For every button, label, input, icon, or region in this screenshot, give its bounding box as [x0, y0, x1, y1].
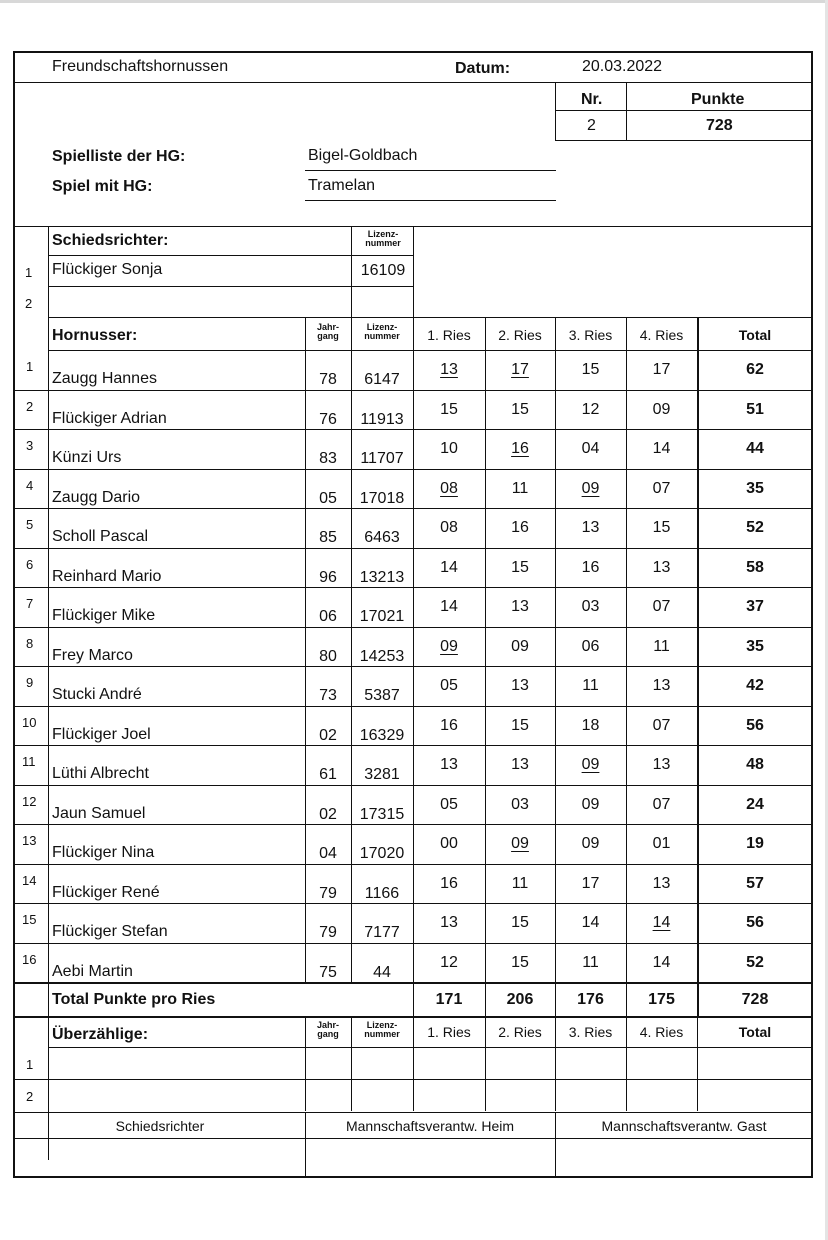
player-ries-score: 17 — [581, 874, 600, 892]
player-jahrgang: 75 — [319, 963, 337, 981]
player-ries-score: 00 — [440, 835, 458, 852]
player-row-rule — [15, 390, 813, 391]
player-name: Flückiger Mike — [52, 607, 156, 624]
totals-ries-value: 175 — [648, 991, 675, 1008]
player-ries-score: 09 — [440, 637, 458, 655]
player-ries-score: 11 — [582, 953, 599, 971]
player-row-rule — [15, 627, 813, 628]
player-lizenz: 6147 — [364, 371, 400, 388]
player-jahrgang: 83 — [319, 450, 337, 467]
extras-header-rule — [48, 1047, 813, 1048]
player-name: Frey Marco — [52, 646, 133, 664]
player-row-rule — [15, 587, 813, 588]
player-name: Flückiger Joel — [52, 725, 151, 743]
extras-ries-header-4: 4. Ries — [639, 1024, 684, 1040]
signature-home-label: Mannschaftsverantw. Heim — [345, 1118, 515, 1134]
player-ries-score: 05 — [440, 795, 458, 813]
extras-lizenz-header: Lizenz- nummer — [364, 1020, 400, 1039]
player-ries-score: 09 — [581, 756, 600, 773]
player-row-number: 13 — [22, 833, 37, 848]
player-ries-score: 15 — [652, 519, 671, 536]
player-ries-score: 07 — [652, 716, 671, 734]
player-ries-score: 15 — [511, 400, 529, 418]
grid-column-line — [485, 317, 486, 1016]
extras-ries-header-3: 3. Ries — [568, 1024, 613, 1040]
player-ries-score: 01 — [652, 835, 671, 852]
spiel-mit-label: Spiel mit HG: — [52, 178, 153, 195]
ries-header-2: 2. Ries — [498, 327, 542, 343]
player-row-rule — [15, 508, 813, 509]
totals-ries-value: 171 — [435, 991, 463, 1008]
datum-value: 20.03.2022 — [582, 58, 663, 75]
player-jahrgang: 96 — [319, 568, 337, 586]
player-name: Künzi Urs — [52, 449, 122, 466]
player-jahrgang: 06 — [319, 608, 337, 625]
totals-ries-value: 206 — [506, 991, 534, 1008]
player-ries-score: 13 — [652, 756, 671, 773]
player-ries-score: 13 — [440, 756, 458, 773]
player-ries-score: 05 — [440, 677, 458, 694]
spielliste-label: Spielliste der HG: — [52, 148, 186, 165]
totals-grand-value: 728 — [741, 991, 769, 1008]
player-row-rule — [15, 429, 813, 430]
referee-lizenz-header: Lizenz- nummer — [365, 229, 401, 248]
player-lizenz: 17315 — [359, 805, 405, 823]
player-ries-score: 16 — [511, 519, 529, 536]
nr-box-bottom — [555, 140, 813, 141]
nr-box-divider — [626, 82, 627, 140]
player-ries-score: 13 — [440, 361, 458, 378]
score-sheet — [13, 51, 813, 1178]
extras-label: Überzählige: — [52, 1026, 149, 1043]
player-lizenz: 17020 — [359, 845, 405, 862]
player-ries-score: 14 — [652, 953, 671, 971]
totals-ries-value: 176 — [577, 991, 604, 1008]
player-ries-score: 07 — [652, 795, 671, 813]
player-row-number: 6 — [26, 556, 34, 572]
player-name: Zaugg Dario — [52, 488, 141, 506]
player-row-number: 1 — [26, 359, 34, 374]
extras-ries-header-2: 2. Ries — [498, 1024, 542, 1040]
player-total: 52 — [746, 519, 764, 536]
player-jahrgang: 78 — [319, 371, 337, 388]
player-lizenz: 3281 — [364, 766, 400, 783]
player-jahrgang: 73 — [319, 687, 337, 704]
player-lizenz: 7177 — [364, 924, 400, 941]
players-label: Hornusser: — [52, 327, 138, 344]
ries-header-3: 3. Ries — [568, 327, 613, 343]
extras-jahrgang-header: Jahr- gang — [316, 1020, 339, 1039]
player-total: 62 — [746, 361, 764, 378]
player-ries-score: 08 — [440, 519, 458, 536]
player-lizenz: 5387 — [364, 687, 400, 704]
player-row-rule — [15, 903, 813, 904]
player-ries-score: 17 — [511, 361, 529, 378]
player-lizenz: 14253 — [359, 647, 405, 665]
player-jahrgang: 04 — [319, 845, 337, 862]
player-ries-score: 04 — [581, 440, 600, 457]
nr-box-mid — [555, 110, 813, 111]
player-ries-score: 13 — [652, 558, 671, 576]
player-name: Zaugg Hannes — [52, 370, 157, 387]
extras-row-rule — [15, 1079, 813, 1080]
player-ries-score: 13 — [652, 677, 671, 694]
player-row-number: 9 — [26, 675, 34, 690]
player-ries-score: 09 — [581, 479, 600, 497]
player-ries-score: 16 — [440, 874, 458, 892]
lizenz-header: Lizenz- nummer — [364, 322, 400, 341]
player-name: Jaun Samuel — [52, 804, 146, 822]
player-name: Flückiger René — [52, 883, 160, 901]
player-row-rule — [15, 943, 813, 944]
grid-column-line — [555, 317, 556, 1016]
player-ries-score: 18 — [581, 716, 600, 734]
player-ries-score: 06 — [581, 637, 600, 655]
player-total: 42 — [746, 677, 764, 694]
referee-row-number: 2 — [25, 296, 33, 311]
player-row-rule — [15, 745, 813, 746]
extras-row-number: 1 — [26, 1057, 34, 1072]
nr-label: Nr. — [581, 91, 603, 108]
player-total: 57 — [746, 874, 764, 892]
player-lizenz: 44 — [373, 963, 391, 981]
player-ries-score: 11 — [653, 637, 670, 655]
player-row-number: 16 — [22, 951, 37, 967]
player-ries-score: 14 — [440, 598, 458, 615]
section-rule — [15, 226, 813, 227]
player-jahrgang: 80 — [319, 647, 337, 665]
player-name: Aebi Martin — [52, 962, 133, 980]
player-row-number: 10 — [22, 714, 37, 730]
player-name: Flückiger Adrian — [52, 409, 167, 427]
player-ries-score: 09 — [511, 637, 529, 655]
player-row-number: 14 — [22, 872, 37, 888]
player-row-rule — [15, 666, 813, 667]
player-total: 58 — [746, 558, 764, 576]
player-total: 35 — [746, 479, 764, 497]
player-lizenz: 11707 — [360, 450, 404, 467]
number-column-line — [48, 226, 49, 1160]
referee-name: Flückiger Sonja — [52, 261, 163, 278]
spielliste-underline — [305, 170, 556, 171]
player-total: 56 — [746, 716, 764, 734]
player-ries-score: 14 — [652, 914, 671, 931]
player-total: 44 — [746, 440, 764, 457]
player-ries-score: 13 — [511, 756, 529, 773]
player-row-rule — [15, 706, 813, 707]
signature-label-rule — [15, 1138, 813, 1139]
player-name: Flückiger Nina — [52, 844, 155, 861]
player-ries-score: 14 — [581, 914, 600, 931]
player-row-number: 2 — [26, 398, 34, 414]
spielliste-value: Bigel-Goldbach — [308, 147, 418, 164]
signature-referee-label: Schiedsrichter — [115, 1118, 205, 1134]
player-row-number: 7 — [26, 596, 34, 611]
player-row-rule — [15, 785, 813, 786]
spiel-mit-value: Tramelan — [308, 177, 375, 194]
player-row-number: 12 — [22, 793, 37, 809]
punkte-label: Punkte — [691, 91, 745, 108]
player-ries-score: 09 — [581, 835, 600, 852]
ries-header-1: 1. Ries — [427, 327, 471, 343]
extras-row-number: 2 — [26, 1089, 34, 1104]
extras-total-header: Total — [738, 1024, 772, 1040]
header-rule — [15, 82, 813, 83]
player-ries-score: 08 — [440, 479, 458, 497]
player-ries-score: 15 — [581, 361, 600, 378]
player-ries-score: 15 — [511, 716, 529, 734]
player-ries-score: 07 — [652, 598, 671, 615]
player-row-number: 4 — [26, 477, 34, 493]
player-name: Flückiger Stefan — [52, 923, 168, 940]
total-header: Total — [738, 327, 772, 343]
player-ries-score: 13 — [440, 914, 458, 931]
player-row-number: 8 — [26, 635, 34, 651]
player-row-number: 15 — [22, 912, 37, 927]
player-total: 51 — [746, 400, 764, 418]
player-ries-score: 16 — [440, 716, 458, 734]
player-total: 35 — [746, 637, 764, 655]
referee-header-rule — [48, 255, 414, 256]
player-ries-score: 15 — [511, 914, 529, 931]
player-row-rule — [15, 864, 813, 865]
player-row-rule — [15, 824, 813, 825]
player-ries-score: 09 — [652, 400, 671, 418]
player-ries-score: 11 — [511, 479, 529, 497]
player-total: 37 — [746, 598, 764, 615]
player-ries-score: 03 — [581, 598, 600, 615]
player-lizenz: 17021 — [359, 608, 405, 625]
player-name: Stucki André — [52, 686, 142, 703]
player-lizenz: 11913 — [360, 410, 404, 428]
grid-column-line — [626, 317, 627, 1016]
player-name: Lüthi Albrecht — [52, 765, 149, 782]
player-ries-score: 15 — [511, 558, 529, 576]
page-top-edge — [0, 0, 828, 3]
signature-top-rule — [15, 1112, 813, 1113]
extras-ries-header-1: 1. Ries — [427, 1024, 471, 1040]
totals-bottom-rule — [15, 1016, 813, 1018]
player-lizenz: 13213 — [359, 568, 405, 586]
player-ries-score: 13 — [511, 677, 529, 694]
player-name: Scholl Pascal — [52, 528, 149, 545]
player-ries-score: 15 — [511, 953, 529, 971]
player-jahrgang: 61 — [319, 766, 337, 783]
punkte-value: 728 — [706, 117, 733, 134]
jahrgang-header: Jahr- gang — [316, 322, 339, 341]
player-ries-score: 09 — [511, 835, 529, 852]
nr-value: 2 — [587, 117, 596, 134]
player-total: 19 — [746, 835, 764, 852]
player-jahrgang: 79 — [319, 924, 337, 941]
player-row-number: 11 — [22, 754, 36, 769]
player-ries-score: 12 — [581, 400, 600, 418]
player-row-number: 5 — [26, 517, 34, 532]
grid-column-line — [413, 317, 414, 1016]
player-jahrgang: 79 — [319, 884, 337, 902]
player-row-rule — [15, 469, 813, 470]
referee-label: Schiedsrichter: — [52, 232, 169, 249]
ries-header-4: 4. Ries — [639, 327, 684, 343]
player-jahrgang: 02 — [319, 726, 337, 744]
player-row-rule — [15, 548, 813, 549]
player-total: 56 — [746, 914, 764, 931]
player-ries-score: 16 — [511, 440, 529, 457]
player-ries-score: 03 — [511, 795, 529, 813]
totals-label: Total Punkte pro Ries — [52, 991, 216, 1008]
player-ries-score: 11 — [511, 874, 529, 892]
player-name: Reinhard Mario — [52, 567, 162, 585]
player-ries-score: 13 — [652, 874, 671, 892]
player-ries-score: 09 — [581, 795, 600, 813]
player-jahrgang: 05 — [319, 489, 337, 507]
player-jahrgang: 85 — [319, 529, 337, 546]
player-jahrgang: 76 — [319, 410, 337, 428]
totals-top-rule — [15, 982, 813, 984]
player-ries-score: 14 — [652, 440, 671, 457]
datum-label: Datum: — [455, 60, 511, 77]
player-total: 24 — [746, 795, 764, 813]
signature-guest-label: Mannschaftsverantw. Gast — [601, 1118, 767, 1134]
player-ries-score: 10 — [440, 440, 458, 457]
player-ries-score: 13 — [511, 598, 529, 615]
competition-name: Freundschaftshornussen — [52, 58, 229, 75]
referee-lizenz: 16109 — [360, 262, 406, 279]
player-total: 52 — [746, 953, 764, 971]
player-lizenz: 1166 — [364, 884, 400, 902]
referee-row-rule — [48, 286, 414, 287]
player-ries-score: 15 — [440, 400, 458, 418]
player-row-number: 3 — [26, 438, 34, 453]
player-lizenz: 16329 — [359, 726, 405, 744]
referee-row-number: 1 — [25, 265, 33, 280]
player-total: 48 — [746, 756, 764, 773]
player-ries-score: 13 — [581, 519, 600, 536]
player-ries-score: 07 — [652, 479, 671, 497]
spiel-mit-underline — [305, 200, 556, 201]
player-lizenz: 17018 — [359, 489, 405, 507]
player-ries-score: 12 — [440, 953, 458, 971]
player-ries-score: 17 — [652, 361, 671, 378]
total-column-line — [697, 317, 699, 1016]
player-ries-score: 16 — [581, 558, 600, 576]
nr-box-left — [555, 82, 556, 140]
player-ries-score: 14 — [440, 558, 458, 576]
player-jahrgang: 02 — [319, 805, 337, 823]
player-lizenz: 6463 — [364, 529, 400, 546]
player-ries-score: 11 — [582, 677, 599, 694]
